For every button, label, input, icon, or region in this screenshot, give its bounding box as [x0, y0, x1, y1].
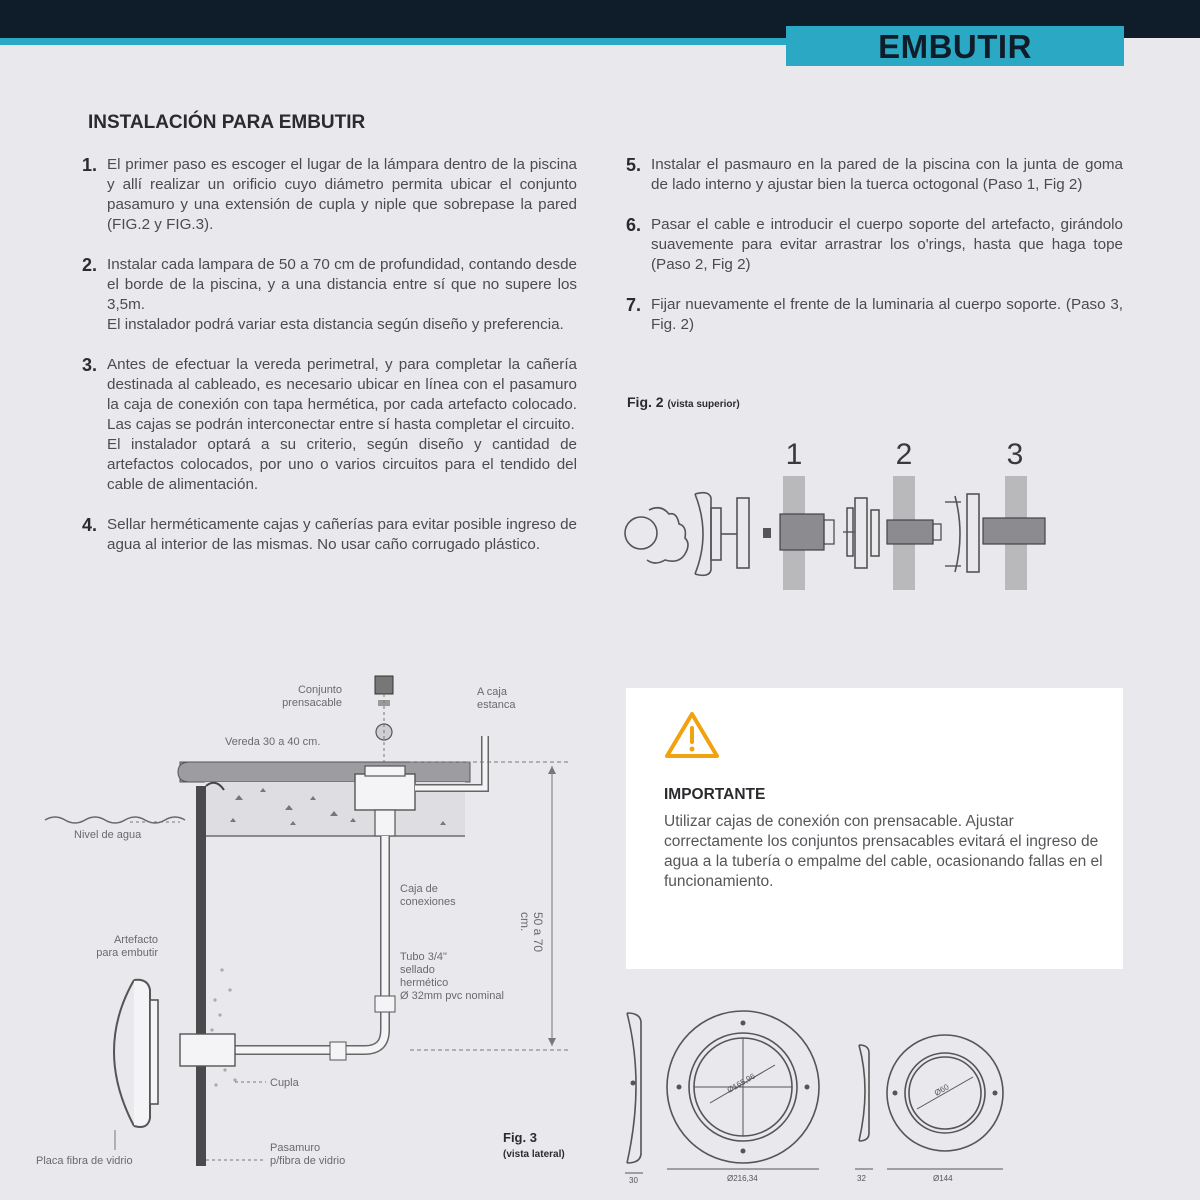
step-item: [82, 155, 577, 235]
step-item: [82, 255, 577, 335]
fig2-diagram: [615, 470, 1055, 600]
step-number: 4.: [82, 515, 98, 535]
accent-line: [0, 38, 786, 45]
fig3-caption: [503, 1129, 565, 1163]
step-number: 3.: [82, 355, 98, 375]
step-number: 5.: [626, 155, 642, 175]
step-text: Instalar cada lampara de 50 a 70 cm de profundidad, contando desde el borde de la piscina, y a una distancia entre sí que no supere los 3,5m. El instalador podrá variar esta distancia según diseño y preferencia.: [107, 256, 577, 333]
steps-right-list: [626, 155, 1123, 355]
label-a-caja: A caja estanca: [477, 686, 516, 711]
step-number: 1.: [82, 155, 98, 175]
section-tag: EMBUTIR: [786, 26, 1124, 66]
steps-left-list: [82, 155, 577, 575]
label-cupla: Cupla: [270, 1077, 299, 1089]
dim-big-side: 30: [629, 1176, 638, 1185]
step-number: 6.: [626, 215, 642, 235]
important-box: [626, 688, 1123, 969]
page-title: INSTALACIÓN PARA EMBUTIR: [88, 112, 366, 133]
label-caja: Caja de conexiones: [400, 883, 456, 908]
fig2-step-1: 1: [785, 438, 803, 471]
step-item: [82, 355, 577, 495]
fig2-step-2: 2: [895, 438, 913, 471]
step-text: Fijar nuevamente el frente de la luminaria al cuerpo soporte. (Paso 3, Fig. 2): [651, 296, 1123, 333]
step-text: Instalar el pasmauro en la pared de la piscina con la junta de goma de lado interno y ajustar bien la tuerca octogonal (Paso 1, Fig 2): [651, 156, 1123, 193]
dimension-drawings: [615, 1005, 1095, 1185]
step-text: Antes de efectuar la vereda perimetral, y para completar la cañería destinada al cableado, es necesario ubicar en línea con el pasamuro la caja de conexión con tapa hermética, por cada artefacto colocado. Las cajas se podrán interconectar entre sí hasta completar el circuito. El instalador optará a su criterio, según diseño y cantidad de artefactos colocados, por uno o varios circuitos para el tendido del cable de alimentación.: [107, 356, 577, 493]
warning-triangle-icon: [664, 710, 720, 760]
dim-small-side: 32: [857, 1174, 866, 1183]
fig2-step-3: 3: [1006, 438, 1024, 471]
fig2-caption-sub: (vista superior): [667, 399, 740, 410]
label-pasamuro: Pasamuro p/fibra de vidrio: [270, 1142, 346, 1167]
step-item: [82, 515, 577, 555]
important-title: IMPORTANTE: [664, 786, 766, 803]
label-conjunto: Conjunto prensacable: [282, 684, 342, 709]
dim-big-inner: Ø165,96: [725, 1071, 757, 1095]
step-item: [626, 155, 1123, 195]
dim-small-outer: Ø144: [933, 1174, 953, 1183]
step-text: El primer paso es escoger el lugar de la lámpara dentro de la piscina y allí realizar un orificio cuyo diámetro permita ubicar el conjunto pasamuro y una extensión de cupla y niple que sobrepase la pared (FIG.2 y FIG.3).: [107, 156, 577, 233]
dim-big-outer: Ø216,34: [727, 1174, 758, 1183]
important-text: Utilizar cajas de conexión con prensacable. Ajustar correctamente los conjuntos prensacables evitará el ingreso de agua a la tubería o empalme del cable, ocasionando fallas en el funcionamiento.: [664, 813, 1103, 890]
label-tubo: Tubo 3/4" sellado hermético Ø 32mm pvc nominal: [400, 951, 504, 1002]
step-number: 2.: [82, 255, 98, 275]
fig2-caption: [627, 394, 740, 410]
fig3-caption-sub: (vista lateral): [503, 1149, 565, 1160]
step-text: Sellar herméticamente cajas y cañerías para evitar posible ingreso de agua al interior de las mismas. No usar caño corrugado plástico.: [107, 516, 577, 553]
label-vereda: Vereda 30 a 40 cm.: [225, 736, 321, 748]
step-number: 7.: [626, 295, 642, 315]
fig2-caption-text: Fig. 2: [627, 394, 664, 410]
step-item: [626, 295, 1123, 335]
step-item: [626, 215, 1123, 275]
dim-small-inner: Ø60: [932, 1082, 951, 1098]
fig3-caption-text: Fig. 3: [503, 1130, 537, 1145]
label-depth: 50 a 70 cm.: [518, 912, 545, 953]
step-text: Pasar el cable e introducir el cuerpo soporte del artefacto, girándolo suavemente para evitar arrastrar los o'rings, hasta que haga tope (Paso 2, Fig 2): [651, 216, 1123, 273]
label-nivel: Nivel de agua: [74, 829, 142, 841]
label-placa: Placa fibra de vidrio: [36, 1155, 133, 1167]
label-artefacto: Artefacto para embutir: [96, 934, 158, 959]
